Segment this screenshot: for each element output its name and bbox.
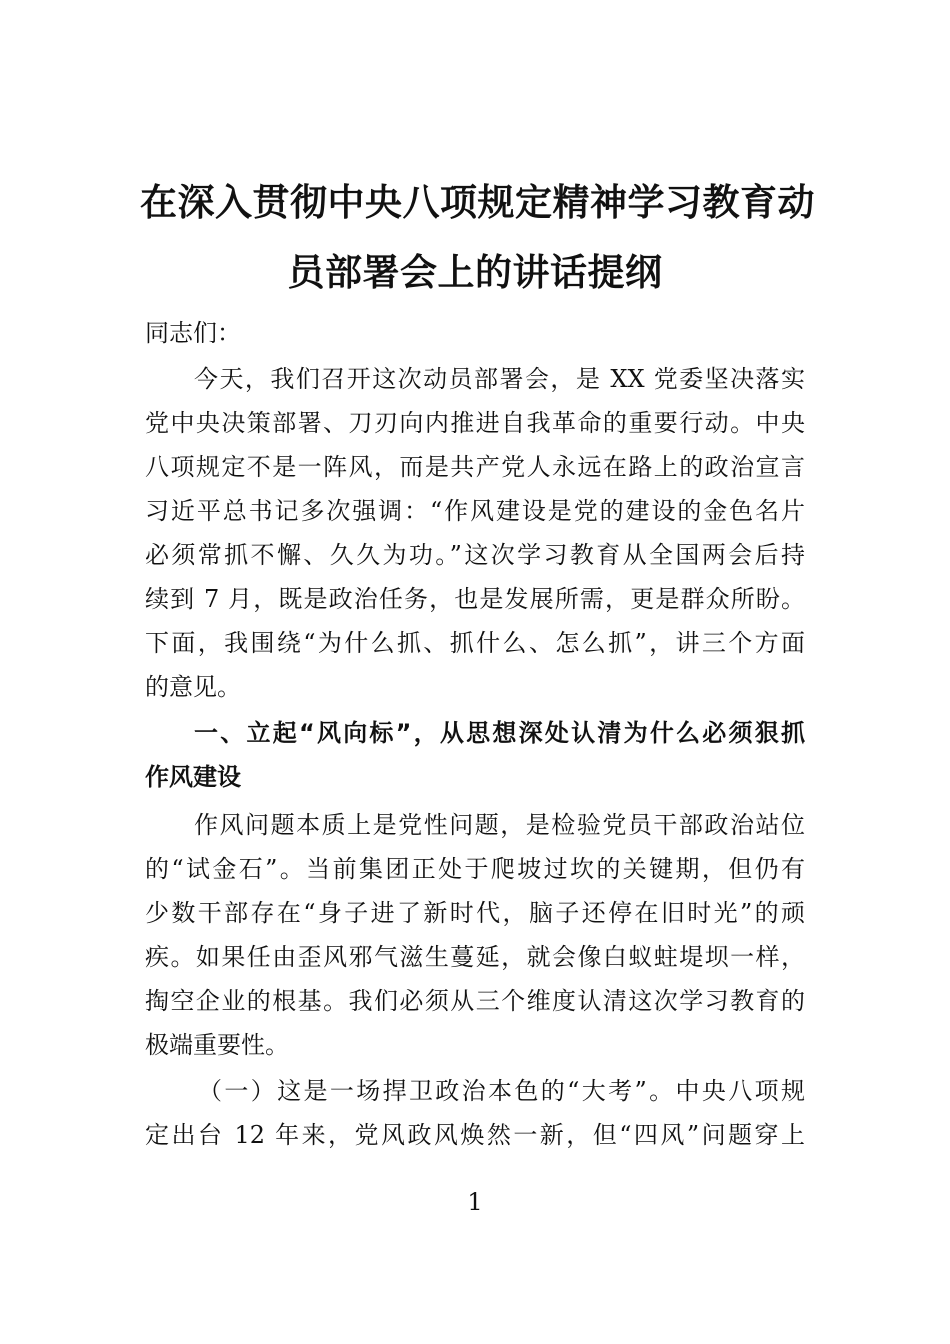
paragraph-line: 今天，我们召开这次动员部署会，是 XX 党委坚决落实 [194,365,805,393]
paragraph-line: 续到 7 月，既是政治任务，也是发展所需，更是群众所盼。 [145,585,805,613]
paragraph-line: （一）这是一场捍卫政治本色的“大考”。中央八项规 [198,1077,805,1105]
section-heading-line: 作风建设 [145,763,241,791]
paragraph-line: 少数干部存在“身子进了新时代，脑子还停在旧时光”的顽 [145,899,805,927]
paragraph-line: 掏空企业的根基。我们必须从三个维度认清这次学习教育的 [145,987,805,1015]
paragraph-line: 定出台 12 年来，党风政风焕然一新，但“四风”问题穿上 [145,1121,805,1149]
paragraph-line: 下面，我围绕“为什么抓、抓什么、怎么抓”，讲三个方面 [145,629,805,657]
paragraph-line: 习近平总书记多次强调：“作风建设是党的建设的金色名片 [145,497,805,525]
paragraph-line: 的“试金石”。当前集团正处于爬坡过坎的关键期，但仍有 [145,855,805,883]
paragraph-line: 党中央决策部署、刀刃向内推进自我革命的重要行动。中央 [145,409,805,437]
greeting: 同志们： [145,319,241,347]
paragraph-line: 作风问题本质上是党性问题，是检验党员干部政治站位 [194,811,805,839]
paragraph-line: 八项规定不是一阵风，而是共产党人永远在路上的政治宣言 [145,453,805,481]
title-line-1: 在深入贯彻中央八项规定精神学习教育动 [140,181,815,224]
paragraph-line: 的意见。 [145,673,241,701]
paragraph-line: 极端重要性。 [145,1031,289,1059]
paragraph-line: 必须常抓不懈、久久为功。”这次学习教育从全国两会后持 [145,541,805,569]
page-number: 1 [467,1188,483,1216]
section-heading-line: 一、立起“风向标”，从思想深处认清为什么必须狠抓 [194,719,805,747]
paragraph-line: 疾。如果任由歪风邪气滋生蔓延，就会像白蚁蛀堤坝一样， [145,943,805,971]
title-line-2: 员部署会上的讲话提纲 [287,251,663,294]
